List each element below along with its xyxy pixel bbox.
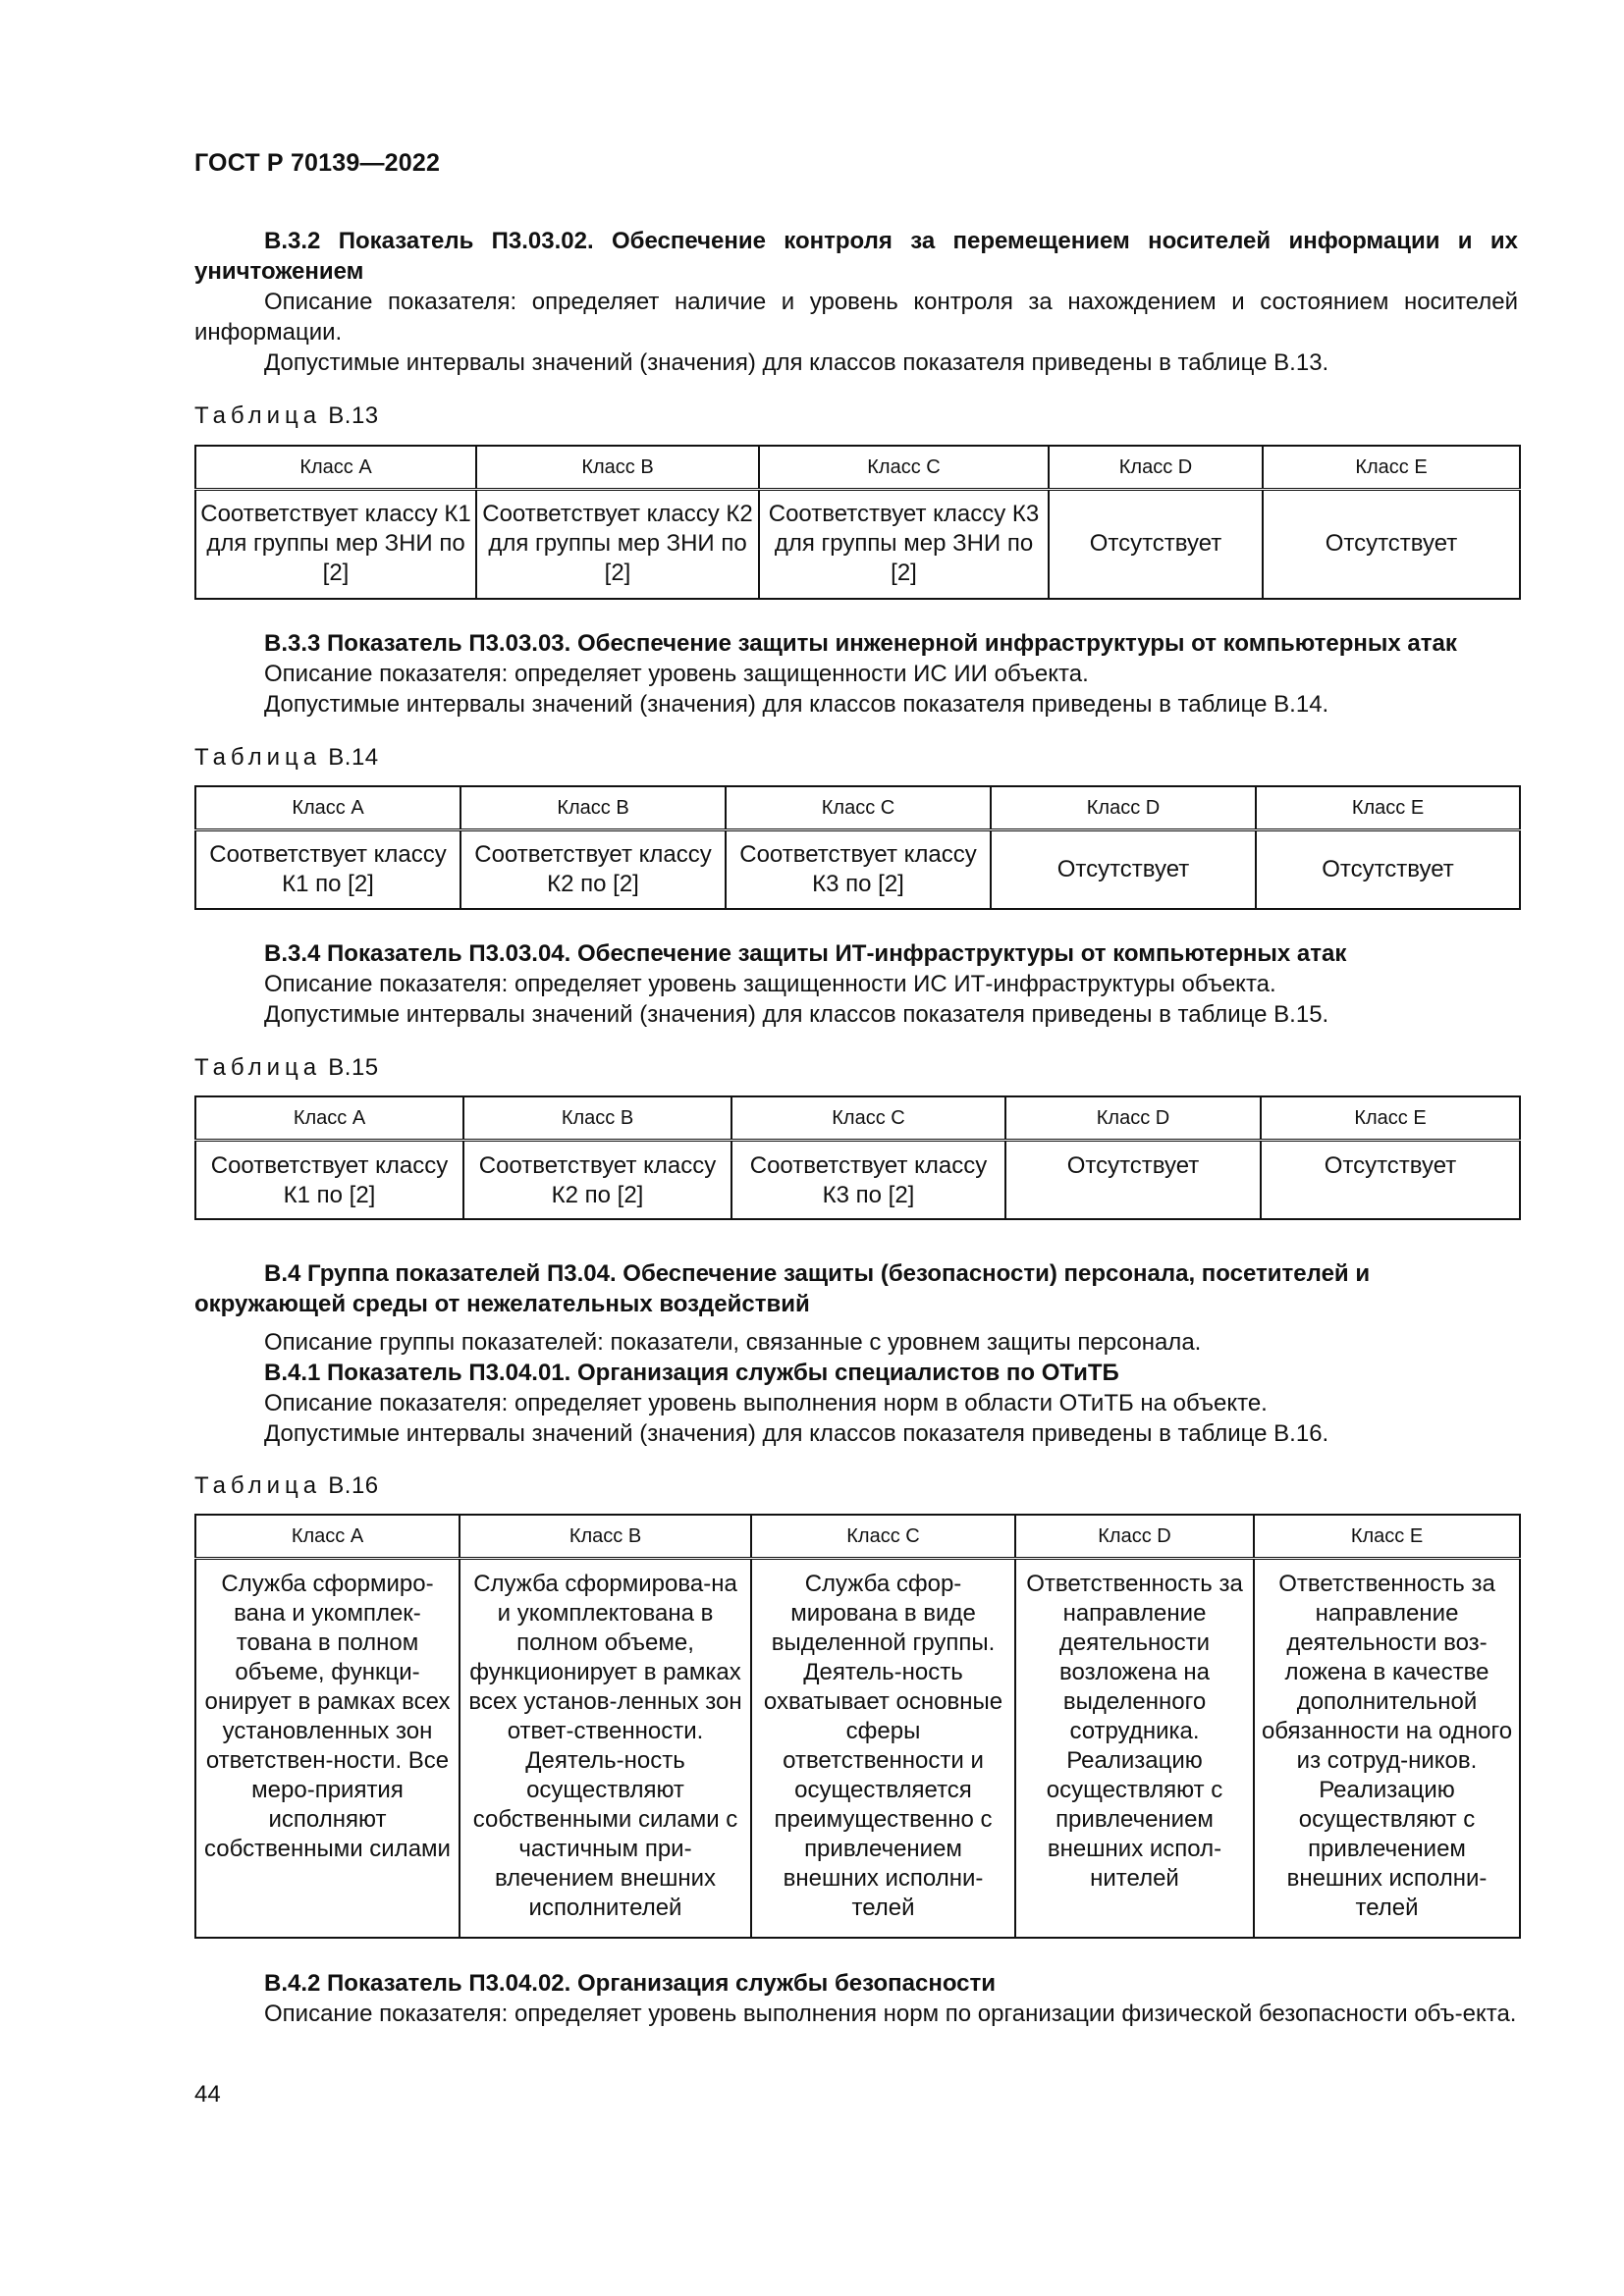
table-cell: Ответственность за направление деятельности воз-ложена в качестве дополнительной обязанности на одного из сотруд-ников. Реализацию осуществляют с привлечением внешних исполни-телей (1254, 1559, 1520, 1938)
table-cell: Соответствует классу К2 для группы мер ЗНИ по [2] (476, 490, 759, 599)
table-header-cell: Класс E (1261, 1096, 1520, 1141)
section-intervals: Допустимые интервалы значений (значения) для классов показателя приведены в таблице В.16. (264, 1420, 1329, 1447)
section-intervals: Допустимые интервалы значений (значения) для классов показателя приведены в таблице В.14. (264, 691, 1329, 718)
subsection-heading: В.4.1 Показатель П3.04.01. Организация службы специалистов по ОТиТБ (264, 1360, 1119, 1386)
section-v-3-4 (194, 938, 1518, 1030)
table-v-15 (194, 1095, 1521, 1220)
table-cell: Соответствует классу К2 по [2] (460, 830, 726, 909)
table-cell: Отсутствует (991, 830, 1256, 909)
table-caption: Таблица В.16 (194, 1472, 379, 1499)
table-cell: Служба сформирова-на и укомплектована в полном объеме, функционирует в рамках всех установ-ленных зон ответ-ственности. Деятель-ность осуществляют собственными силами с частичным при-влечением внешних исполнителей (460, 1559, 751, 1938)
section-description: Описание показателя: определяет уровень выполнения норм по организации физической безопасности объ-екта. (264, 2001, 1517, 2027)
section-description: Описание показателя: определяет уровень защищенности ИС ИТ-инфраструктуры объекта. (264, 971, 1276, 997)
table-cell: Отсутствует (1005, 1141, 1261, 1220)
table-cell: Соответствует классу К1 по [2] (195, 1141, 463, 1220)
table-cell: Соответствует классу К3 по [2] (731, 1141, 1005, 1220)
table-row (195, 830, 1520, 909)
table-cell: Соответствует классу К3 для группы мер ЗНИ по [2] (759, 490, 1049, 599)
table-header-cell: Класс E (1254, 1515, 1520, 1559)
table-header-cell: Класс A (195, 446, 476, 490)
section-v-3-2 (194, 226, 1518, 378)
section-v-4-2 (194, 1968, 1518, 2029)
table-header-cell: Класс B (476, 446, 759, 490)
section-intervals: Допустимые интервалы значений (значения) для классов показателя приведены в таблице В.13. (264, 349, 1329, 376)
table-header-row (195, 1096, 1520, 1141)
table-header-cell: Класс B (463, 1096, 731, 1141)
section-description: Описание показателя: определяет наличие и уровень контроля за нахождением и состоянием носителей информации. (194, 289, 1518, 346)
table-header-cell: Класс A (195, 1515, 460, 1559)
table-row (195, 1141, 1520, 1220)
table-header-cell: Класс B (460, 1515, 751, 1559)
table-header-cell: Класс C (731, 1096, 1005, 1141)
table-cell: Служба сформиро-вана и укомплек-тована в полном объеме, функци-онирует в рамках всех установленных зон ответствен-ности. Все меро-приятия исполняют собственными силами (195, 1559, 460, 1938)
table-header-cell: Класс E (1256, 786, 1520, 830)
table-header-cell: Класс D (991, 786, 1256, 830)
table-header-cell: Класс C (726, 786, 991, 830)
table-cell: Соответствует классу К3 по [2] (726, 830, 991, 909)
table-row (195, 1559, 1520, 1938)
section-heading: В.4.2 Показатель П3.04.02. Организация службы безопасности (264, 1970, 997, 1997)
section-heading: В.3.2 Показатель П3.03.02. Обеспечение контроля за перемещением носителей информации и их уничтожением (194, 228, 1518, 285)
table-header-cell: Класс B (460, 786, 726, 830)
table-cell: Отсутствует (1049, 490, 1263, 599)
section-description: Описание показателя: определяет уровень выполнения норм в области ОТиТБ на объекте. (264, 1390, 1268, 1416)
table-header-cell: Класс D (1005, 1096, 1261, 1141)
group-description: Описание группы показателей: показатели, связанные с уровнем защиты персонала. (264, 1329, 1202, 1356)
table-cell: Отсутствует (1263, 490, 1520, 599)
table-cell: Служба сфор-мирована в виде выделенной группы. Деятель-ность охватывает основные сферы ответственности и осуществляется преимущественно с привлечением внешних исполни-телей (751, 1559, 1015, 1938)
table-cell: Отсутствует (1256, 830, 1520, 909)
section-description: Описание показателя: определяет уровень защищенности ИС ИИ объекта. (264, 661, 1089, 687)
table-cell: Соответствует классу К1 по [2] (195, 830, 460, 909)
table-caption: Таблица В.14 (194, 744, 379, 771)
section-v-3-3 (194, 628, 1518, 720)
table-header-row (195, 1515, 1520, 1559)
section-intervals: Допустимые интервалы значений (значения) для классов показателя приведены в таблице В.15. (264, 1001, 1329, 1028)
table-header-cell: Класс E (1263, 446, 1520, 490)
section-heading: В.3.4 Показатель П3.03.04. Обеспечение защиты ИТ-инфраструктуры от компьютерных атак (264, 940, 1347, 967)
table-header-row (195, 446, 1520, 490)
table-v-14 (194, 785, 1521, 910)
table-cell: Соответствует классу К2 по [2] (463, 1141, 731, 1220)
document-header: ГОСТ Р 70139—2022 (194, 149, 441, 177)
table-header-cell: Класс C (751, 1515, 1015, 1559)
table-caption: Таблица В.15 (194, 1054, 379, 1081)
page-number: 44 (194, 2081, 221, 2108)
section-heading: В.3.3 Показатель П3.03.03. Обеспечение защиты инженерной инфраструктуры от компьютерных атак (264, 630, 1457, 657)
table-v-13 (194, 445, 1521, 600)
table-header-row (195, 786, 1520, 830)
table-caption: Таблица В.13 (194, 402, 379, 429)
table-cell: Отсутствует (1261, 1141, 1520, 1220)
table-header-cell: Класс C (759, 446, 1049, 490)
table-cell: Соответствует классу К1 для группы мер ЗНИ по [2] (195, 490, 476, 599)
section-heading: В.4 Группа показателей П3.04. Обеспечение защиты (безопасности) персонала, посетителей и окружающей среды от нежелательных воздействий (194, 1260, 1371, 1317)
table-v-16 (194, 1514, 1521, 1939)
section-v-4 (194, 1258, 1518, 1449)
table-cell: Ответственность за направление деятельности возложена на выделенного сотрудника. Реализацию осуществляют с привлечением внешних испол-нителей (1015, 1559, 1254, 1938)
table-header-cell: Класс D (1015, 1515, 1254, 1559)
table-row (195, 490, 1520, 599)
table-header-cell: Класс A (195, 1096, 463, 1141)
table-header-cell: Класс A (195, 786, 460, 830)
table-header-cell: Класс D (1049, 446, 1263, 490)
